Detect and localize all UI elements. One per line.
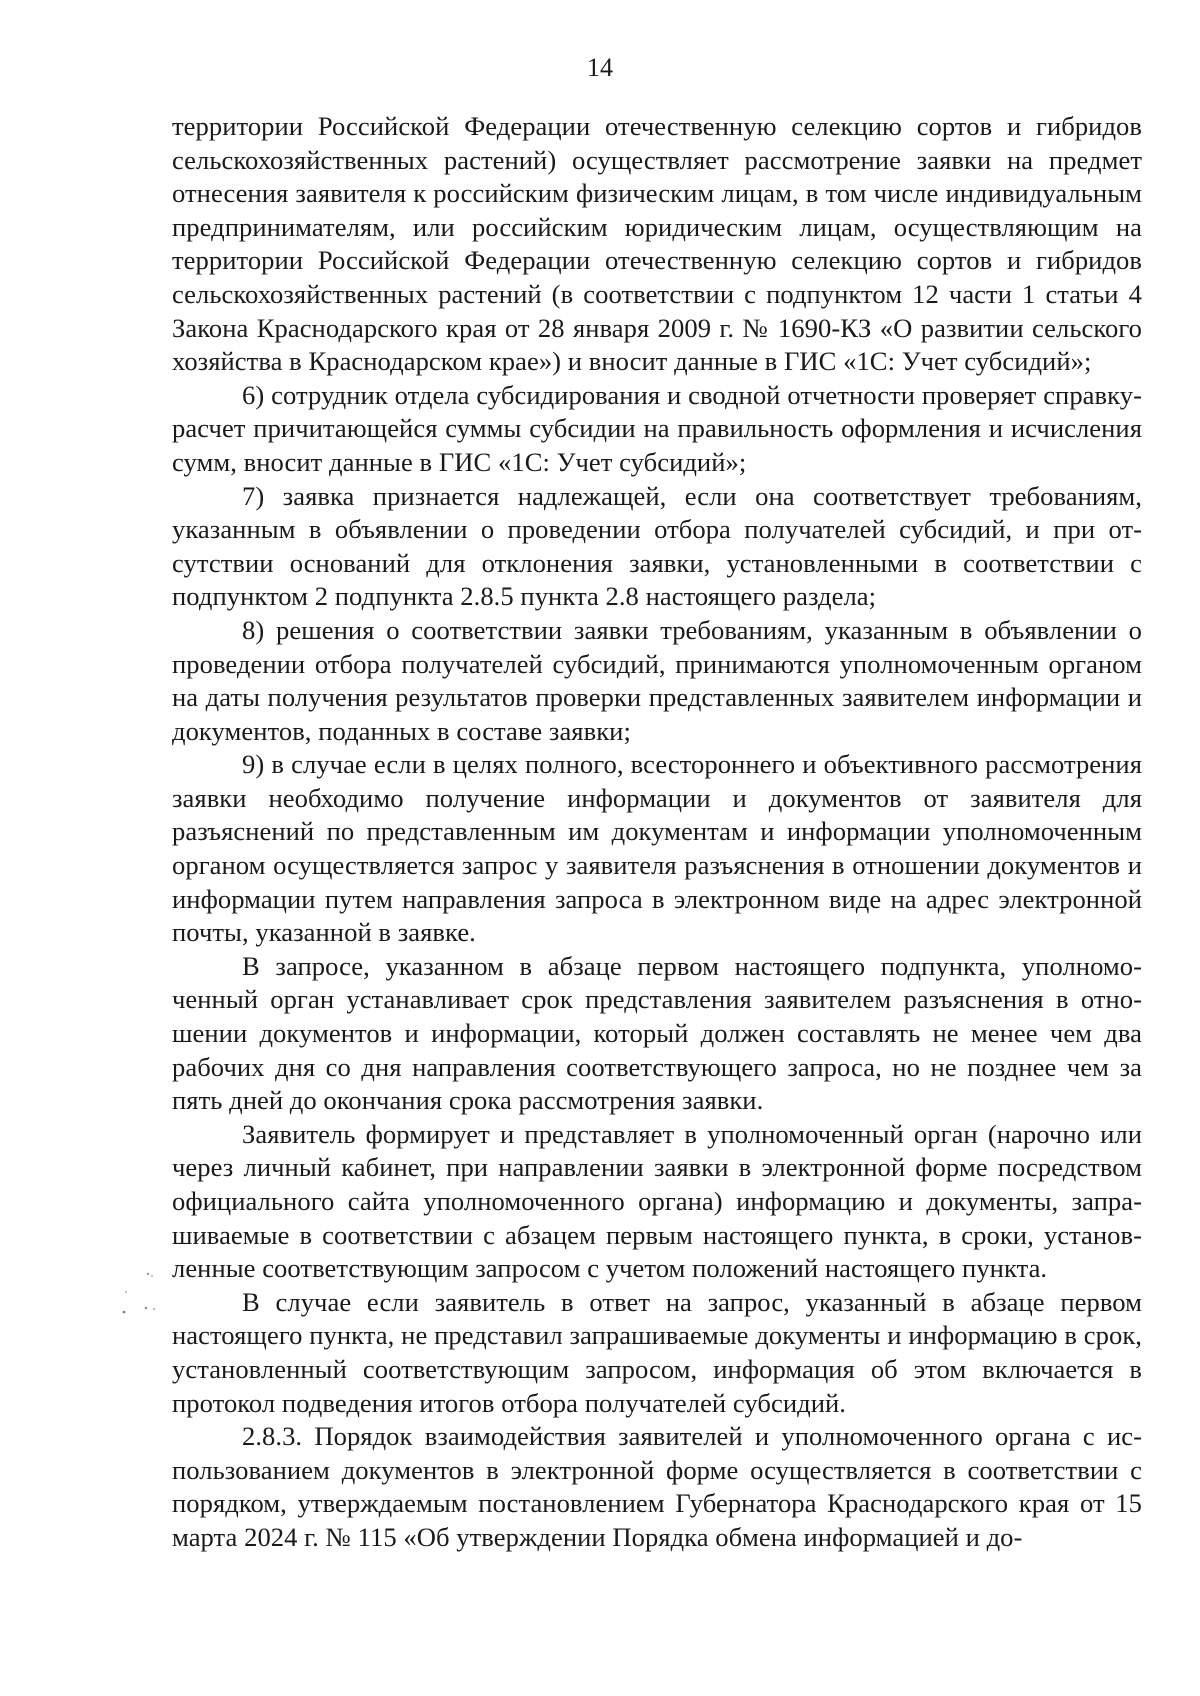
paragraph-continuation: территории Российской Федерации отечественную селекцию сортов и гибридов сельскохозяйственных растений) осуществляет рассмотрение заявки на предмет отнесения заявителя к российским физическим лицам, в том числе индивидуальным предпринимателям, или российским юридическим лицам, осуществляющим на территории Российской Федерации отечественную селекцию сортов и гибридов сельскохозяйственных растений (в соответствии с подпунктом 12 части 1 статьи 4 Закона Краснодарского края от 28 января 2009 г. № 1690-КЗ «О развитии сельского хозяйства в Краснодарском крае») и вносит данные в ГИС «1С: Учет субсидий»;	[172, 111, 1142, 377]
document-body	[172, 110, 1142, 1555]
paragraph-applicant-submission: Заявитель формирует и представляет в уполномоченный орган (нарочно или через личный кабинет, при направлении заявки в электронной форме посредством официального сайта уполномоченного органа) информацию и документы, запрашиваемые в соответствии с абзацем первым настоящего пункта, в сроки, установленные соответствующим запросом с учетом положений настоящего пункта.	[172, 1118, 1142, 1284]
paragraph-section-2-8-3: 2.8.3. Порядок взаимодействия заявителей и уполномоченного органа с использованием документов в электронной форме осуществляется в соответствии с порядком, утверждаемым постановлением Губернатора Краснодарского края от 15 марта 2024 г. № 115 «Об утверждении Порядка обмена информацией и до-	[172, 1421, 1142, 1552]
paragraph-item-8: 8) решения о соответствии заявки требованиям, указанным в объявлении о проведении отбора получателей субсидий, принимаются уполномоченным органом на даты получения результатов проверки представленных заявителем информации и документов, поданных в составе заявки;	[172, 614, 1142, 746]
paragraph-request-deadline: В запросе, указанном в абзаце первом настоящего подпункта, уполномоченный орган устанавливает срок представления заявителем разъяснения в отношении документов и информации, который должен составлять не менее чем два рабочих дня со дня направления соответствующего запроса, но не позднее чем за пять дней до окончания срока рассмотрения заявки.	[172, 950, 1142, 1116]
paragraph-no-response: В случае если заявитель в ответ на запрос, указанный в абзаце первом настоящего пункта, не представил запрашиваемые документы и информацию в срок, установленный соответствующим запросом, информация об этом включается в протокол подведения итогов отбора получателей субсидий.	[172, 1286, 1142, 1418]
paragraph-item-6: 6) сотрудник отдела субсидирования и сводной отчетности проверяет справку-расчет причитающейся суммы субсидии на правильность оформления и исчисления сумм, вносит данные в ГИС «1С: Учет субсидий»;	[172, 379, 1142, 477]
scan-artifact-icon	[118, 1268, 158, 1328]
page-number: 14	[587, 53, 613, 82]
paragraph-item-7: 7) заявка признается надлежащей, если она соответствует требованиям, указанным в объявлении о проведении отбора получателей субсидий, и при отсутствии оснований для отклонения заявки, установленными в соответствии с подпунктом 2 подпункта 2.8.5 пункта 2.8 настоящего раздела;	[172, 480, 1142, 612]
paragraph-item-9: 9) в случае если в целях полного, всестороннего и объективного рассмотрения заявки необходимо получение информации и документов от заявителя для разъяснений по представленным им документам и информации уполномоченным органом осуществляется запрос у заявителя разъяснения в отношении документов и информации путем направления запроса в электронном виде на адрес электронной почты, указанной в заявке.	[172, 749, 1142, 948]
